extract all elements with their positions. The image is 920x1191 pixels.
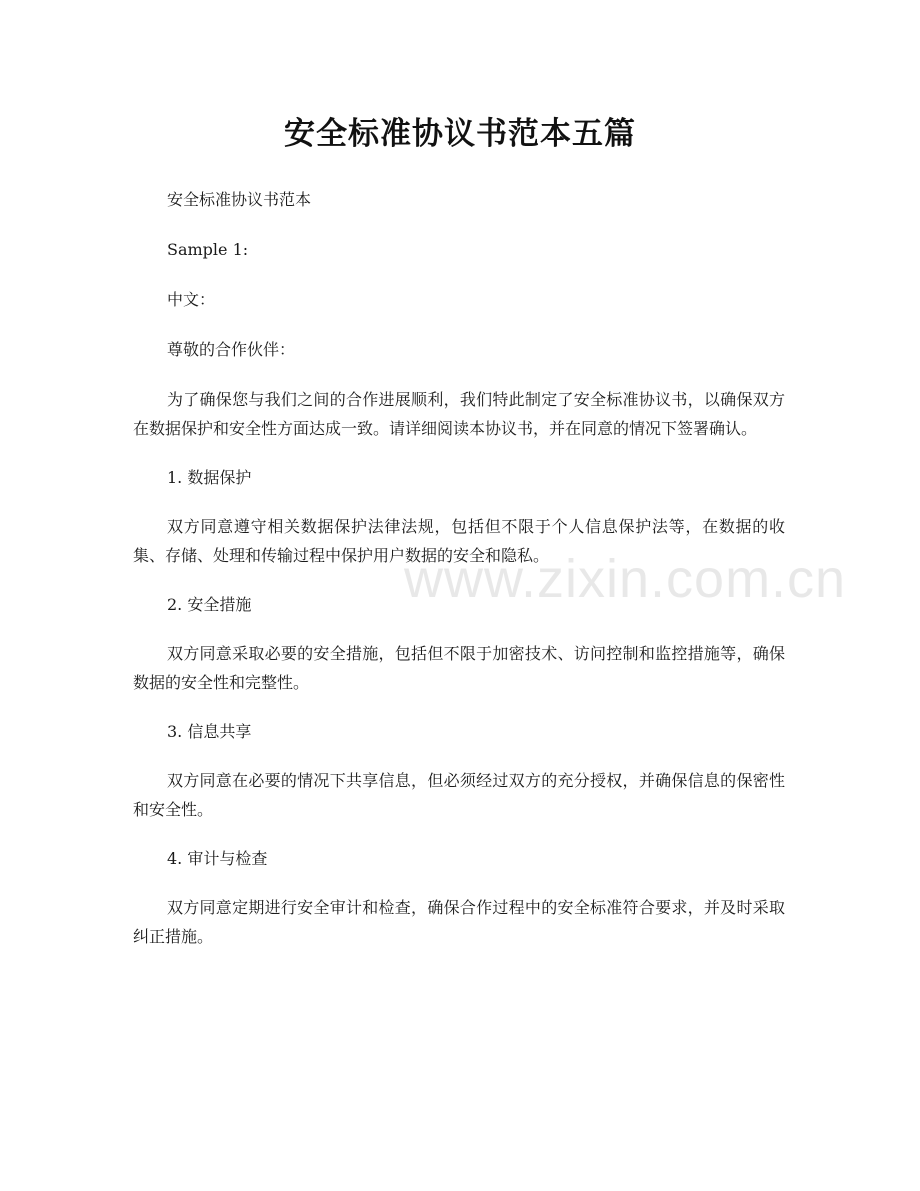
section-heading-data-protection: 1. 数据保护	[167, 468, 252, 487]
language-label: 中文：	[167, 290, 216, 309]
section-heading-security-measures: 2. 安全措施	[167, 595, 252, 614]
salutation: 尊敬的合作伙伴：	[167, 340, 296, 359]
document-title: 安全标准协议书范本五篇	[284, 116, 636, 152]
section-heading-information-sharing: 3. 信息共享	[167, 722, 252, 741]
section-body-information-sharing: 双方同意在必要的情况下共享信息，但必须经过双方的充分授权，并确保信息的保密性和安全性。	[133, 771, 785, 819]
intro-paragraph: 为了确保您与我们之间的合作进展顺利，我们特此制定了安全标准协议书，以确保双方在数据保护和安全性方面达成一致。请详细阅读本协议书，并在同意的情况下签署确认。	[133, 390, 785, 438]
document-body	[133, 185, 785, 951]
section-body-security-measures: 双方同意采取必要的安全措施，包括但不限于加密技术、访问控制和监控措施等，确保数据的安全性和完整性。	[133, 644, 785, 692]
section-heading-audit: 4. 审计与检查	[167, 849, 268, 868]
watermark: www.zixin.com.cn	[404, 549, 847, 609]
sample-label: Sample 1:	[167, 240, 249, 259]
section-body-data-protection: 双方同意遵守相关数据保护法律法规，包括但不限于个人信息保护法等，在数据的收集、存储、处理和传输过程中保护用户数据的安全和隐私。	[133, 517, 785, 565]
subtitle-paragraph: 安全标准协议书范本	[167, 190, 312, 209]
section-body-audit: 双方同意定期进行安全审计和检查，确保合作过程中的安全标准符合要求，并及时采取纠正措施。	[133, 898, 785, 946]
